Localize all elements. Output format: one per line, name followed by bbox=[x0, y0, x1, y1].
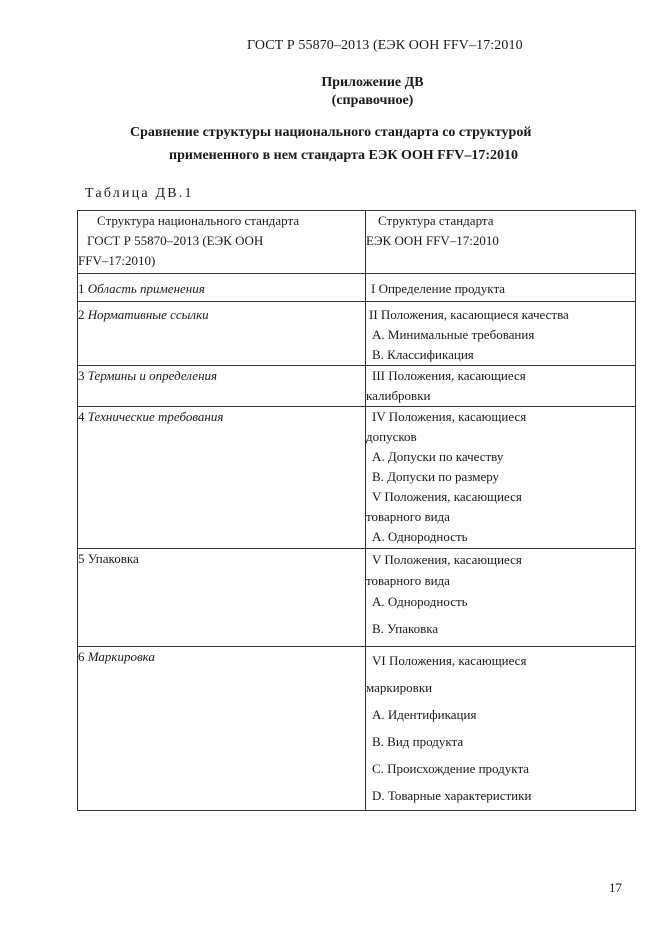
row-section-name: Технические требования bbox=[87, 409, 224, 424]
right-line: A. Однородность bbox=[372, 594, 468, 609]
row-number: 4 bbox=[78, 409, 85, 424]
row-right-cell bbox=[366, 407, 636, 549]
row-left-cell bbox=[78, 274, 366, 302]
structure-comparison-table bbox=[77, 210, 636, 811]
row-number: 1 bbox=[78, 281, 85, 296]
right-line: товарного вида bbox=[366, 509, 450, 524]
row-right-cell bbox=[366, 302, 636, 366]
table-row bbox=[78, 274, 636, 302]
right-line: допусков bbox=[366, 429, 417, 444]
header-right-line: Структура стандарта bbox=[378, 213, 494, 228]
row-left-cell bbox=[78, 366, 366, 407]
right-line: A. Однородность bbox=[372, 529, 468, 544]
table-row bbox=[78, 366, 636, 407]
row-number: 3 bbox=[78, 368, 85, 383]
row-section-name: Упаковка bbox=[87, 551, 139, 566]
row-left-cell bbox=[78, 407, 366, 549]
right-line: маркировки bbox=[366, 680, 433, 695]
table-row bbox=[78, 407, 636, 549]
header-right-line: ЕЭК ООН FFV–17:2010 bbox=[366, 233, 499, 248]
right-line: товарного вида bbox=[366, 573, 450, 588]
row-number: 5 bbox=[78, 551, 85, 566]
row-left-cell bbox=[78, 647, 366, 811]
right-line: V Положения, касающиеся bbox=[372, 489, 522, 504]
row-left-cell bbox=[78, 302, 366, 366]
row-right-cell bbox=[366, 366, 636, 407]
header-cell-ece-standard bbox=[366, 211, 636, 274]
table-label: Таблица ДВ.1 bbox=[85, 186, 194, 201]
right-line: I Определение продукта bbox=[371, 281, 506, 296]
row-right-cell bbox=[366, 274, 636, 302]
row-section-name: Область применения bbox=[87, 281, 205, 296]
right-line: III Положения, касающиеся bbox=[372, 368, 526, 383]
table-row bbox=[78, 549, 636, 647]
header-left-line: ГОСТ Р 55870–2013 (ЕЭК ООН bbox=[87, 233, 264, 248]
header-cell-national-standard bbox=[78, 211, 366, 274]
right-line: B. Допуски по размеру bbox=[372, 469, 500, 484]
row-left-cell bbox=[78, 549, 366, 647]
right-line: A. Минимальные требования bbox=[372, 327, 535, 342]
right-line: IV Положения, касающиеся bbox=[372, 409, 527, 424]
row-section-name: Термины и определения bbox=[87, 368, 218, 383]
right-line: калибровки bbox=[366, 388, 431, 403]
header-left-line: Структура национального стандарта bbox=[97, 213, 300, 228]
appendix-subtitle: (справочное) bbox=[331, 93, 414, 108]
right-line: B. Вид продукта bbox=[372, 734, 464, 749]
appendix-title: Приложение ДВ bbox=[321, 75, 424, 90]
standard-code-header: ГОСТ Р 55870–2013 (ЕЭК ООН FFV–17:2010 bbox=[247, 38, 523, 53]
row-section-name: Маркировка bbox=[87, 649, 155, 664]
right-line: B. Классификация bbox=[372, 347, 474, 362]
right-line: V Положения, касающиеся bbox=[372, 552, 522, 567]
row-right-cell bbox=[366, 549, 636, 647]
right-line: C. Происхождение продукта bbox=[372, 761, 530, 776]
table-header-row bbox=[78, 211, 636, 274]
right-line: A. Допуски по качеству bbox=[372, 449, 504, 464]
row-section-name: Нормативные ссылки bbox=[87, 307, 209, 322]
table-caption-line-2: примененного в нем стандарта ЕЭК ООН FFV–17:2010 bbox=[169, 148, 519, 163]
table-row bbox=[78, 302, 636, 366]
right-line: II Положения, касающиеся качества bbox=[369, 307, 569, 322]
header-left-line: FFV–17:2010) bbox=[78, 253, 156, 268]
table-caption-line-1: Сравнение структуры национального стандарта со структурой bbox=[130, 125, 532, 140]
page-number: 17 bbox=[609, 880, 622, 895]
right-line: D. Товарные характеристики bbox=[372, 788, 532, 803]
row-right-cell bbox=[366, 647, 636, 811]
right-line: A. Идентификация bbox=[372, 707, 477, 722]
row-number: 6 bbox=[78, 649, 85, 664]
row-number: 2 bbox=[78, 307, 85, 322]
table-row bbox=[78, 647, 636, 811]
right-line: VI Положения, касающиеся bbox=[372, 653, 527, 668]
right-line: B. Упаковка bbox=[372, 621, 439, 636]
